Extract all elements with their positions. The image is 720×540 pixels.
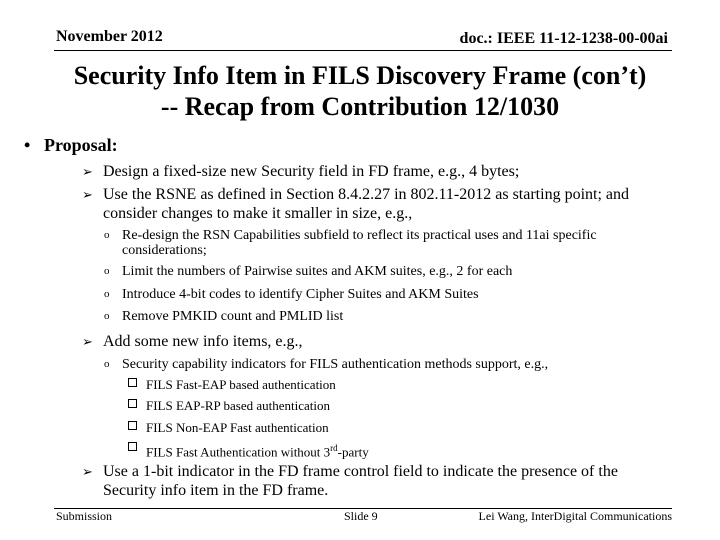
sub-item-text: Remove PMKID count and PMLID list <box>122 309 344 324</box>
checkbox-item-text <box>146 441 369 459</box>
arrow-bullet-icon: ➢ <box>82 464 93 479</box>
square-bullet-icon <box>128 442 137 451</box>
sub-item-text: Introduce 4-bit codes to identify Cipher Suites and AKM Suites <box>122 287 479 302</box>
circle-bullet-icon: o <box>104 288 110 300</box>
checkbox-item-text: FILS EAP-RP based authentication <box>146 398 331 413</box>
footer-slide-number: Slide 9 <box>344 509 378 523</box>
item-text-line-1: Use the RSNE as defined in Section 8.4.2.27 in 802.11-2012 as starting point; and <box>103 186 630 203</box>
square-bullet-icon <box>128 421 137 430</box>
circle-bullet-icon: o <box>104 310 110 322</box>
header-date: November 2012 <box>56 28 163 45</box>
square-bullet-icon <box>128 378 137 387</box>
circle-bullet-icon: o <box>104 358 110 370</box>
header-divider <box>54 50 672 51</box>
circle-bullet-icon: o <box>104 229 110 241</box>
arrow-bullet-icon: ➢ <box>82 164 93 179</box>
sub-item-text: Security capability indicators for FILS authentication methods support, e.g., <box>122 357 549 372</box>
arrow-bullet-icon: ➢ <box>82 187 93 202</box>
slide-title <box>20 60 700 122</box>
checkbox-item-text: FILS Fast-EAP based authentication <box>146 377 336 392</box>
sub-item-text: Limit the numbers of Pairwise suites and AKM suites, e.g., 2 for each <box>122 264 513 279</box>
title-line-2: -- Recap from Contribution 12/1030 <box>160 92 560 121</box>
superscript-rd: rd <box>330 443 338 453</box>
footer-author: Lei Wang, InterDigital Communications <box>478 509 672 523</box>
title-line-1: Security Info Item in FILS Discovery Frame (con’t) <box>73 61 647 90</box>
item-text: Design a fixed-size new Security field in FD frame, e.g., 4 bytes; <box>103 163 520 180</box>
item-text-line-2: Security info item in the FD frame. <box>103 482 329 499</box>
checkbox-item-suffix: -party <box>337 444 369 460</box>
footer-submission: Submission <box>56 509 113 523</box>
square-bullet-icon <box>128 399 137 408</box>
sub-item-line-2: considerations; <box>122 243 207 258</box>
checkbox-item-main: FILS Fast Authentication without 3 <box>146 444 331 460</box>
arrow-bullet-icon: ➢ <box>82 334 93 349</box>
item-text-line-2: consider changes to make it smaller in size, e.g., <box>103 205 413 222</box>
item-text-line-1: Use a 1-bit indicator in the FD frame control field to indicate the presence of the <box>103 463 618 480</box>
item-text <box>103 462 618 500</box>
bullet-icon: • <box>24 135 31 155</box>
circle-bullet-icon: o <box>104 265 110 277</box>
checkbox-item-text: FILS Non-EAP Fast authentication <box>146 420 329 435</box>
header-doc-id: doc.: IEEE 11-12-1238-00-00ai <box>459 30 668 47</box>
item-text: Add some new info items, e.g., <box>103 333 303 350</box>
sub-item-line-1: Re-design the RSN Capabilities subfield to reflect its practical uses and 11ai specific <box>122 228 597 243</box>
item-text <box>103 185 629 223</box>
sub-item-text <box>122 228 597 258</box>
proposal-label: Proposal: <box>44 135 118 155</box>
